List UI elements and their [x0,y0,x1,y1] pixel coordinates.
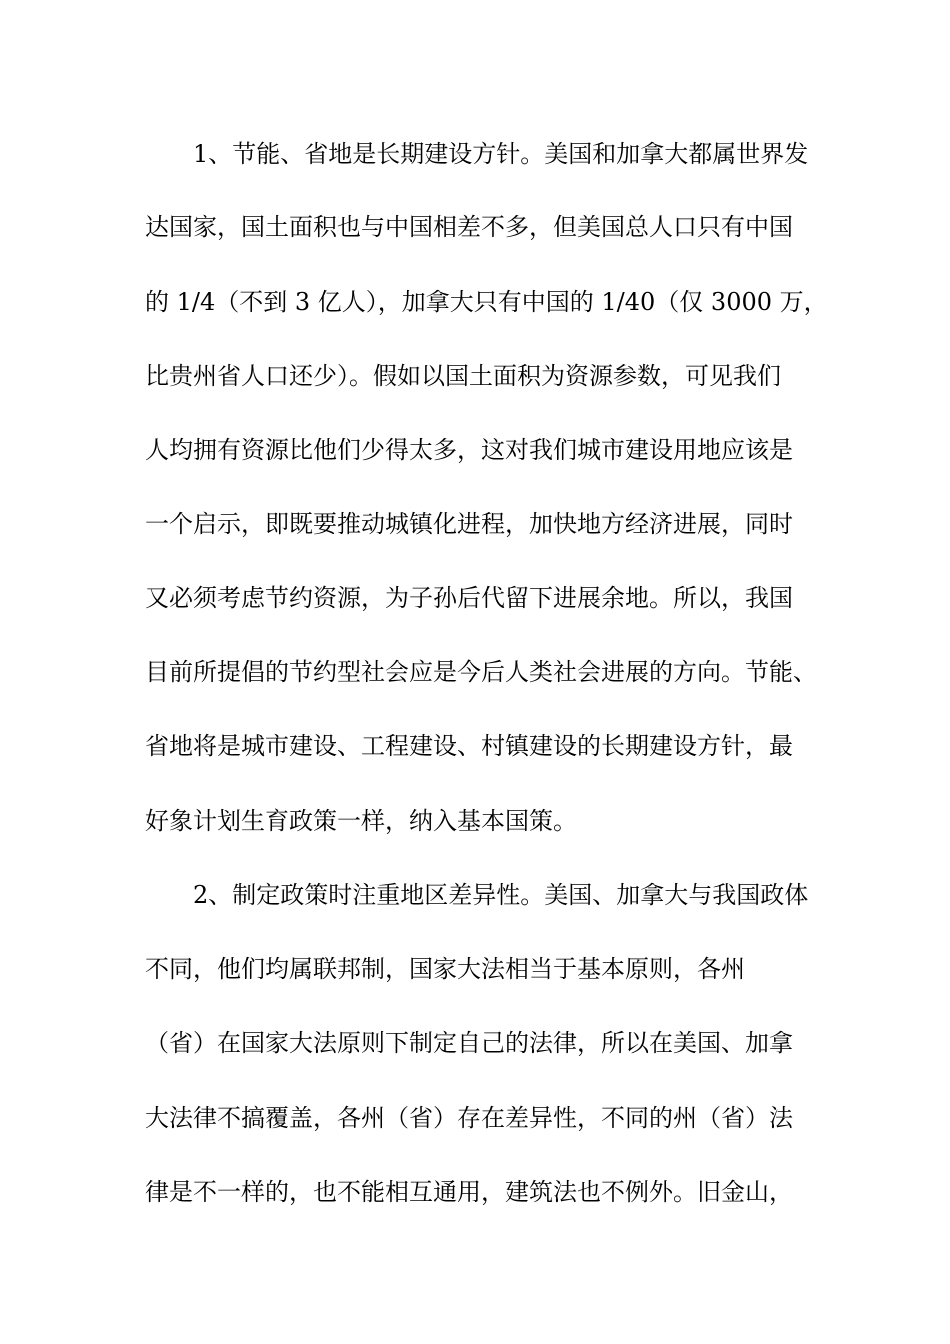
paragraph-1-line-3: 的 1/4（不到 3 亿人），加拿大只有中国的 1/40（仅 3000 万， [145,288,828,316]
paragraph-2-line-5: 律是不一样的，也不能相互通用，建筑法也不例外。旧金山， [145,1178,793,1206]
paragraph-1-line-4: 比贵州省人口还少）。假如以国土面积为资源参数，可见我们 [145,362,781,390]
paragraph-1-line-9: 省地将是城市建设、工程建设、村镇建设的长期建设方针，最 [145,732,793,760]
paragraph-1-line-6: 一个启示，即既要推动城镇化进程，加快地方经济进展，同时 [145,510,793,538]
paragraph-1-line-7: 又必须考虑节约资源，为子孙后代留下进展余地。所以，我国 [145,584,793,612]
paragraph-2-line-1: 2、制定政策时注重地区差异性。美国、加拿大与我国政体 [193,881,809,909]
paragraph-1-line-5: 人均拥有资源比他们少得太多，这对我们城市建设用地应该是 [145,436,793,464]
paragraph-1-line-1: 1、节能、省地是长期建设方针。美国和加拿大都属世界发 [193,140,809,168]
paragraph-2-line-4: 大法律不搞覆盖，各州（省）存在差异性，不同的州（省）法 [145,1104,793,1132]
paragraph-1-line-10: 好象计划生育政策一样，纳入基本国策。 [145,807,577,835]
paragraph-1-line-2: 达国家，国土面积也与中国相差不多，但美国总人口只有中国 [145,213,793,241]
paragraph-2-line-3: （省）在国家大法原则下制定自己的法律，所以在美国、加拿 [145,1029,793,1057]
paragraph-1-line-8: 目前所提倡的节约型社会应是今后人类社会进展的方向。节能、 [145,658,817,686]
paragraph-2-line-2: 不同，他们均属联邦制，国家大法相当于基本原则，各州 [145,955,745,983]
